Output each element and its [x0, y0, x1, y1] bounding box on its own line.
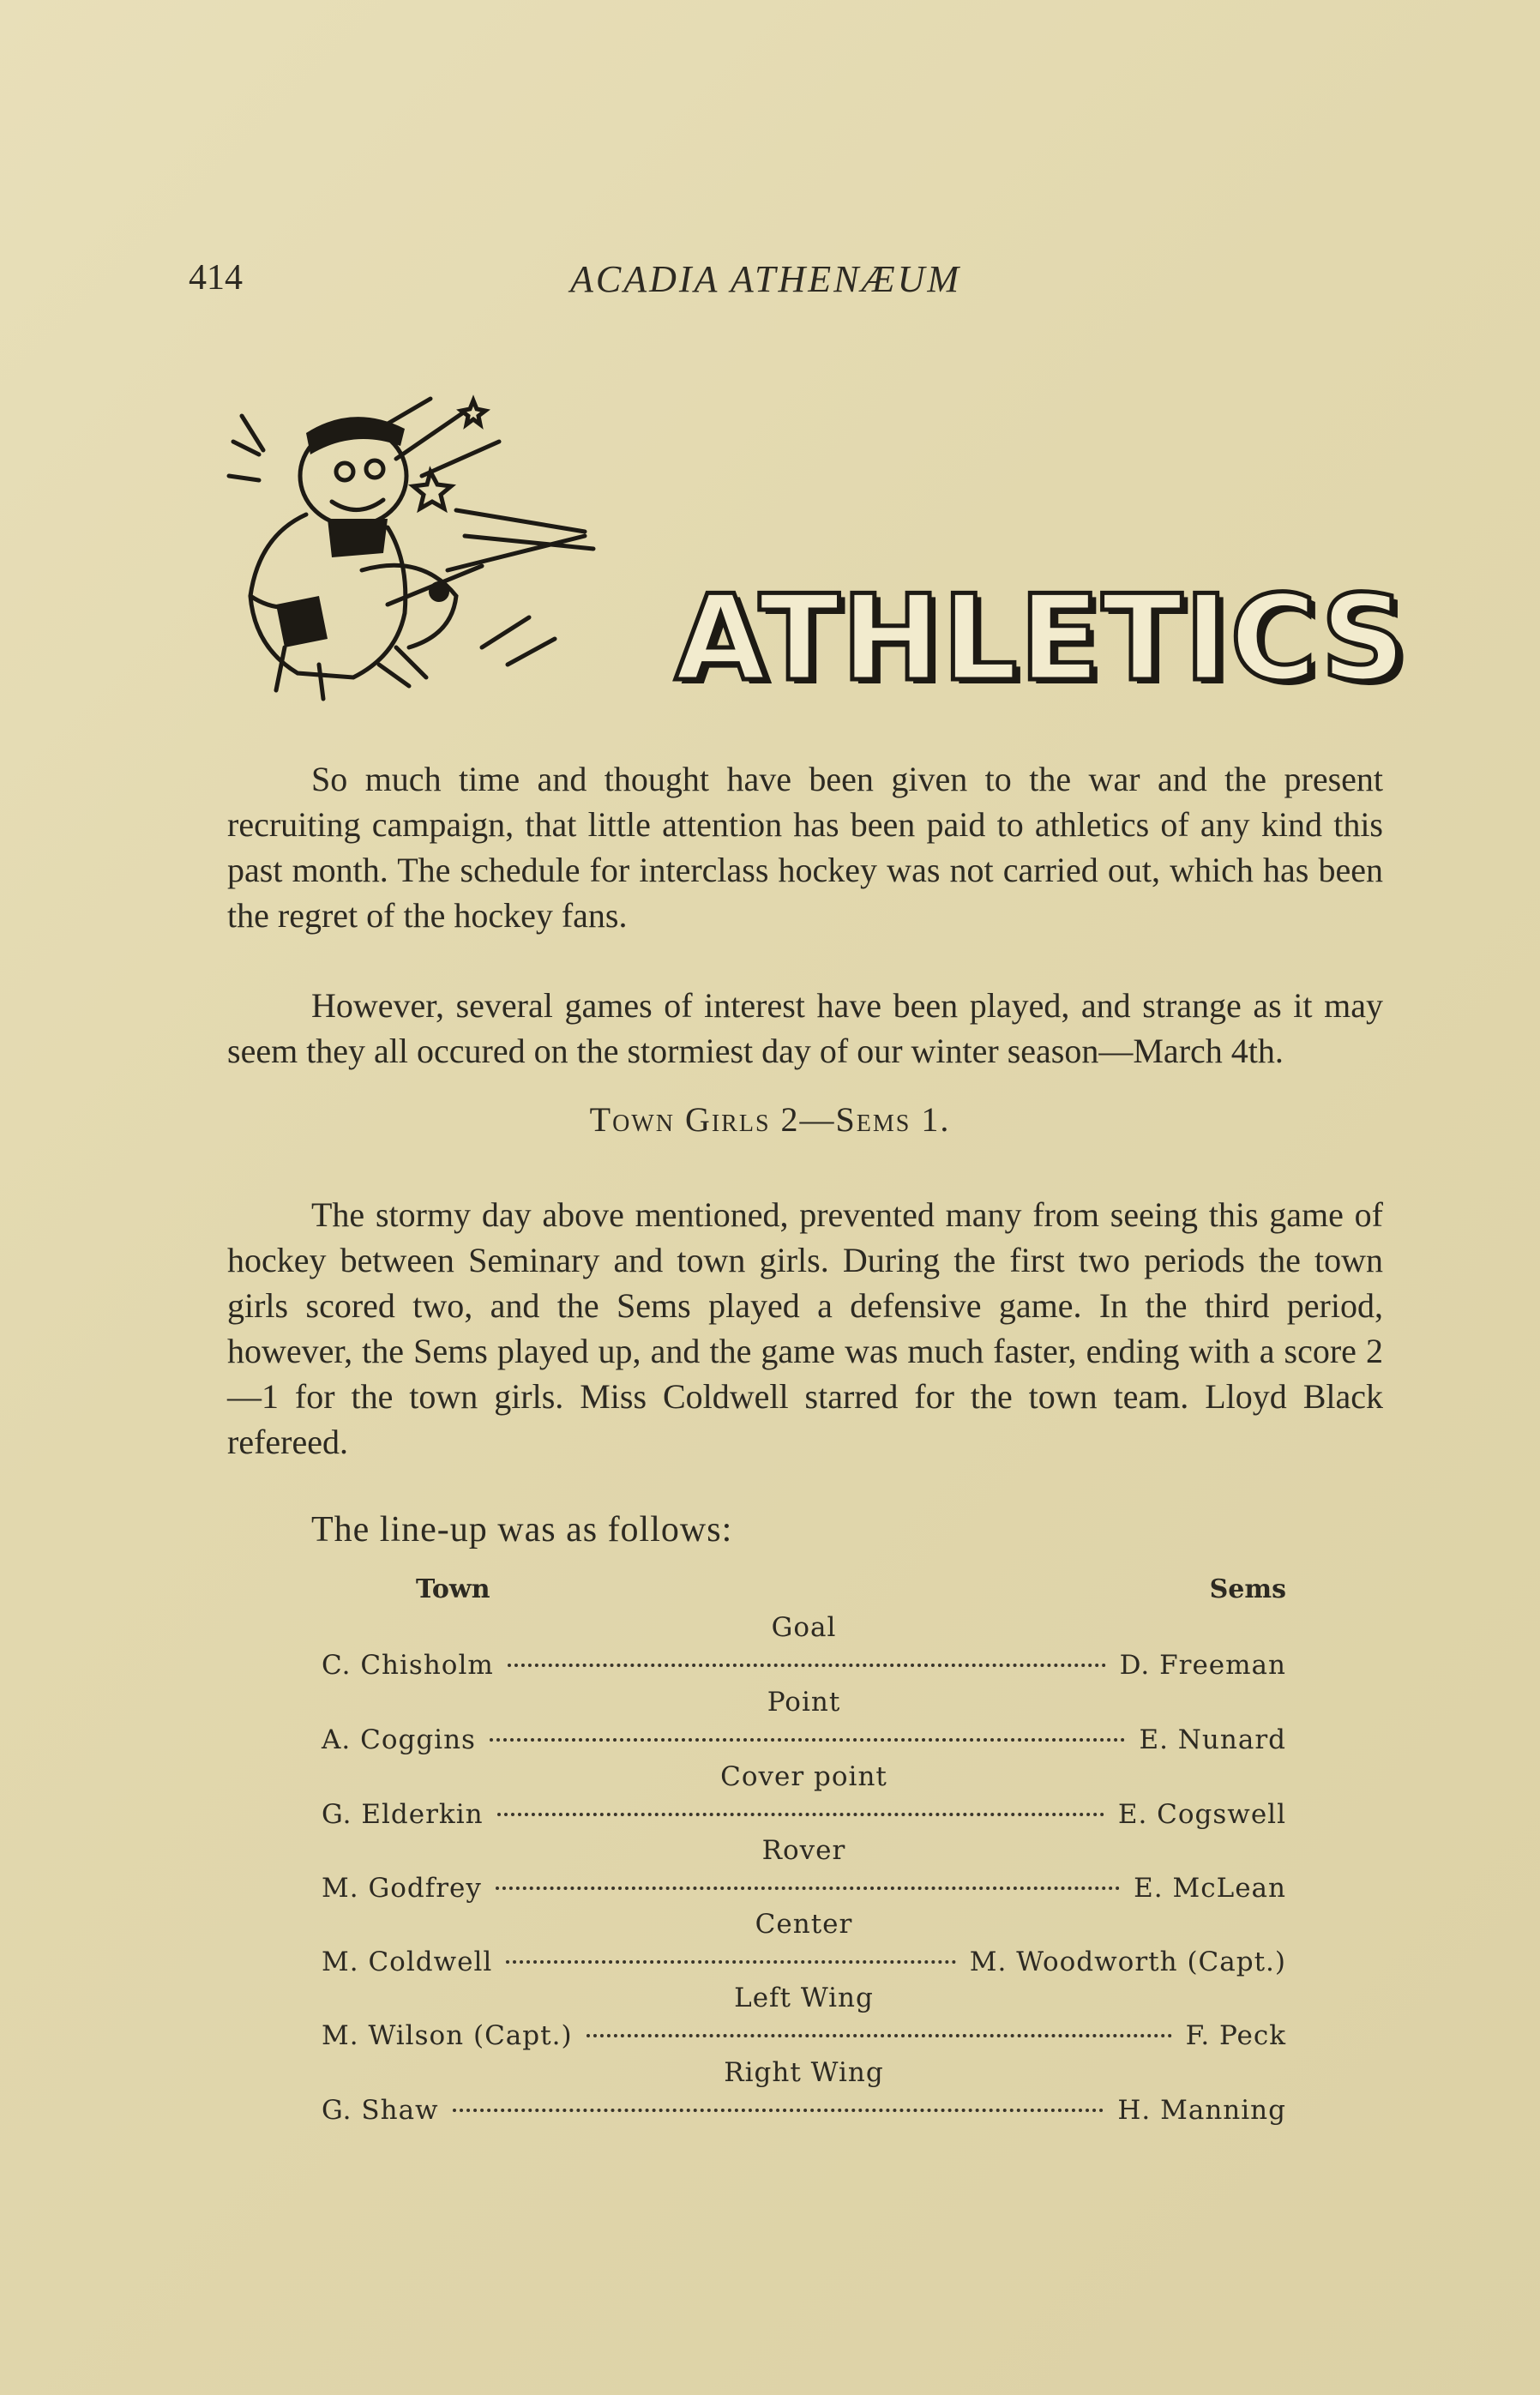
- lineup-intro: The line-up was as follows:: [311, 1510, 733, 1550]
- banner-title: ATHLETICS: [675, 569, 1408, 707]
- lineup-row: [322, 1947, 1286, 1984]
- lineup-row: [322, 2020, 1286, 2058]
- leader-dots: [453, 2109, 1104, 2112]
- lineup-position: Cover point: [720, 1761, 887, 1792]
- lineup-town-player: M. Coldwell: [322, 1947, 493, 1977]
- leader-dots: [587, 2034, 1172, 2037]
- lineup-position: Right Wing: [724, 2057, 884, 2088]
- lineup-town-player: M. Wilson (Capt.): [322, 2020, 573, 2051]
- lineup-row: [322, 1724, 1286, 1762]
- lineup-town-player: G. Shaw: [322, 2095, 439, 2126]
- lineup-row: [322, 1873, 1286, 1911]
- lineup-sems-player: E. McLean: [1134, 1873, 1286, 1904]
- lineup-row: [322, 1650, 1286, 1688]
- leader-dots: [506, 1960, 955, 1964]
- lineup-sems-player: E. Nunard: [1139, 1724, 1286, 1755]
- article-paragraph-1: So much time and thought have been given to the war and the present recruiting campaign, that little attention has been paid to athletics of any kind this past month. The schedule for interclass hockey was not carried out, which has been the regret of the hockey fans.: [227, 760, 1383, 935]
- leader-dots: [508, 1664, 1106, 1667]
- lineup-sems-header: Sems: [1209, 1574, 1286, 1604]
- lineup-sems-player: F. Peck: [1185, 2020, 1286, 2051]
- lineup-position: Left Wing: [734, 1983, 874, 2013]
- athletics-banner: [225, 390, 1408, 707]
- lineup-sems-player: M. Woodworth (Capt.): [969, 1947, 1286, 1977]
- lineup-town-header: Town: [416, 1574, 490, 1604]
- lineup-row: [322, 1799, 1286, 1837]
- article-paragraph-2: However, several games of interest have been played, and strange as it may seem they all occured on the stormiest day of our winter season—March 4th.: [227, 986, 1383, 1070]
- game-paragraph: The stormy day above mentioned, prevented many from seeing this game of hockey between Seminary and town girls. During the first two periods the town girls scored two, and the Sems played a defensive game. In the third period, however, the Sems played up, and the game was much faster, ending with a score 2—1 for the town girls. Miss Coldwell starred for the town team. Lloyd Black refereed.: [227, 1195, 1383, 1461]
- lineup-town-player: G. Elderkin: [322, 1799, 484, 1830]
- lineup-position: Goal: [771, 1612, 837, 1643]
- running-title: ACADIA ATHENÆUM: [570, 258, 962, 300]
- leader-dots: [496, 1887, 1120, 1890]
- lineup-town-player: C. Chisholm: [322, 1650, 494, 1681]
- leader-dots: [497, 1813, 1104, 1816]
- lineup-position: Center: [755, 1909, 853, 1940]
- page-number: 414: [189, 258, 243, 298]
- lineup-position: Rover: [761, 1835, 846, 1866]
- lineup-sems-player: H. Manning: [1117, 2095, 1286, 2126]
- lineup-sems-player: E. Cogswell: [1117, 1799, 1286, 1830]
- lineup-position: Point: [767, 1687, 841, 1718]
- lineup-town-player: A. Coggins: [322, 1724, 476, 1755]
- leader-dots: [490, 1738, 1125, 1742]
- lineup-town-player: M. Godfrey: [322, 1873, 482, 1904]
- running-head: [0, 257, 1540, 309]
- game-heading: Town Girls 2—Sems 1.: [589, 1100, 951, 1139]
- lineup-row: [322, 2095, 1286, 2133]
- lineup-sems-player: D. Freeman: [1119, 1650, 1286, 1681]
- hockey-player-cartoon-icon: [225, 390, 705, 707]
